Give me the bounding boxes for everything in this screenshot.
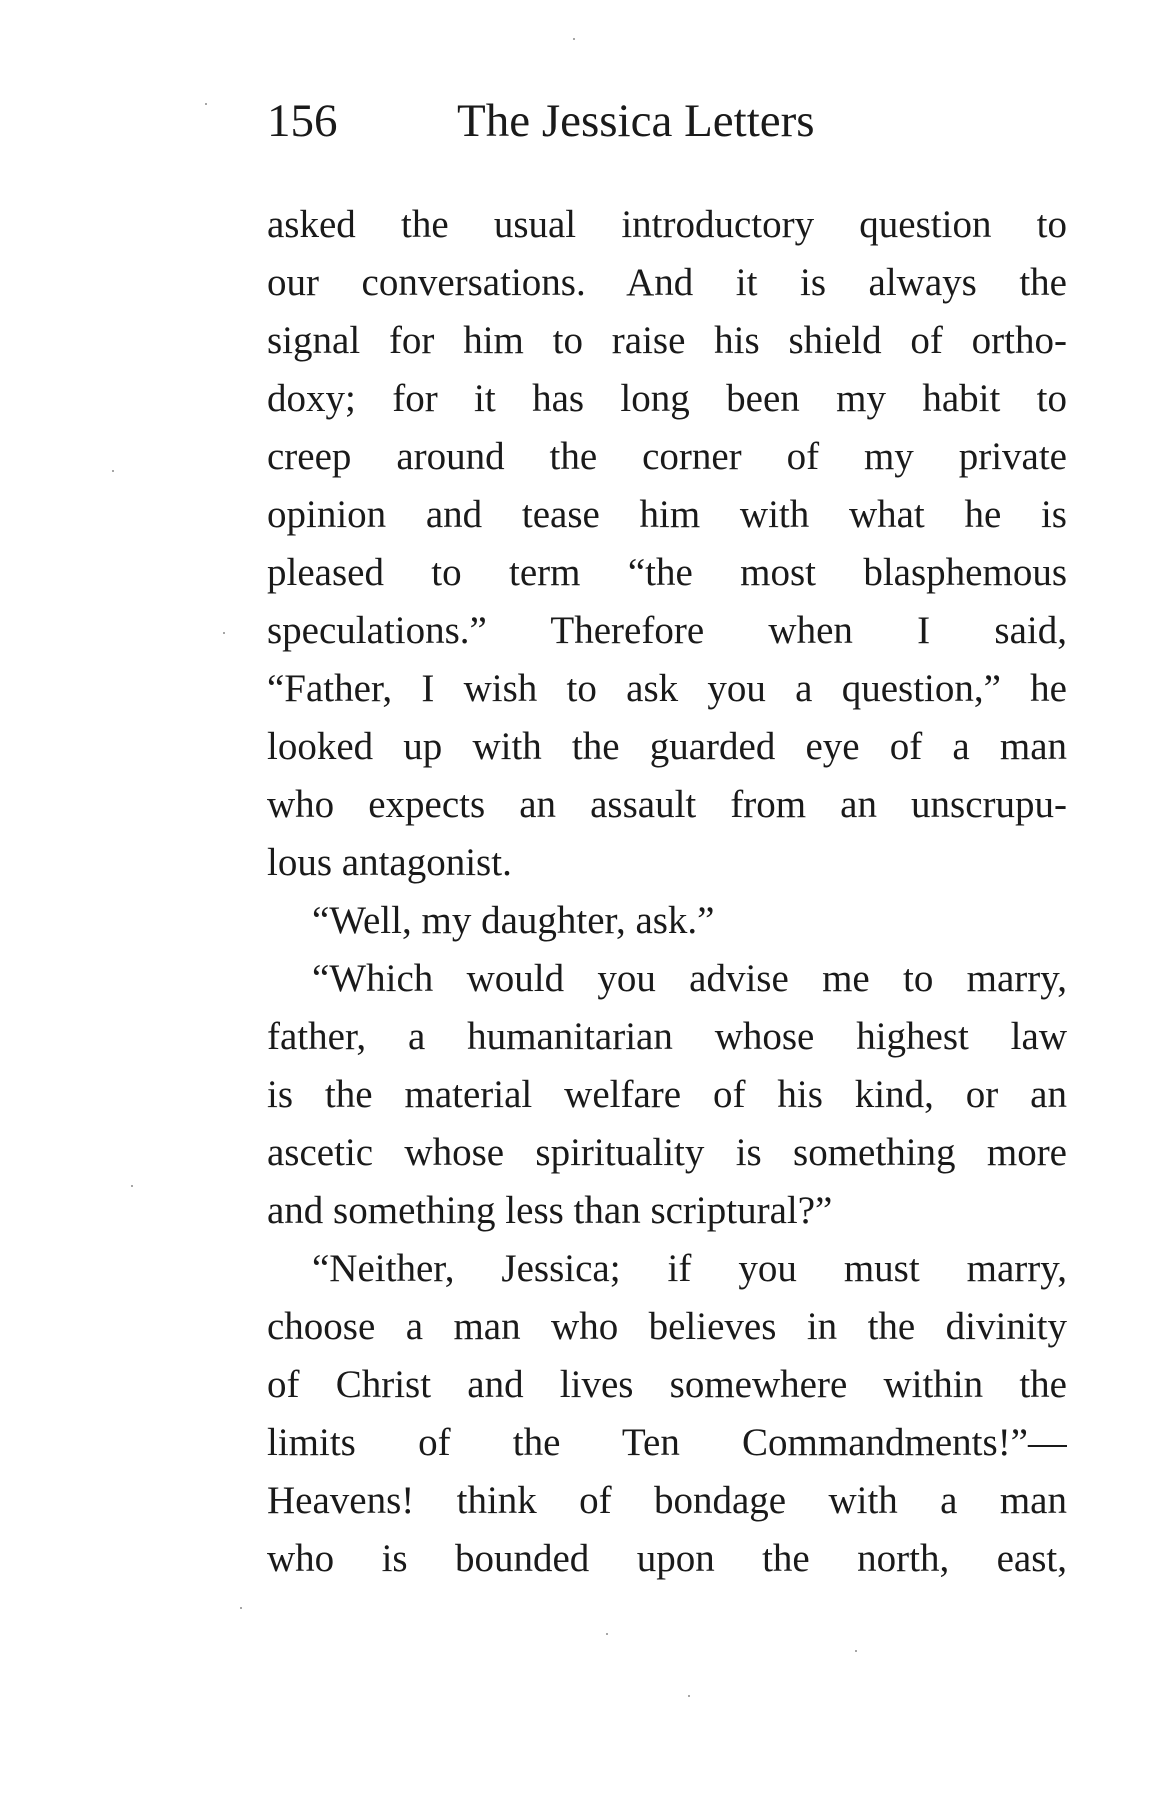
text-line: speculations.” Therefore when I said, <box>267 609 1067 652</box>
scan-speck <box>573 38 575 40</box>
text-line: father, a humanitarian whose highest law <box>267 1015 1067 1058</box>
text-line: “Neither, Jessica; if you must marry, <box>312 1247 1067 1290</box>
text-line: choose a man who believes in the divinity <box>267 1305 1067 1348</box>
text-line: limits of the Ten Commandments!”— <box>267 1421 1067 1464</box>
scan-speck <box>855 1650 857 1652</box>
scan-speck <box>223 632 225 634</box>
text-line: pleased to term “the most blasphemous <box>267 551 1067 594</box>
text-line: who expects an assault from an unscrupu- <box>267 783 1067 826</box>
text-line: and something less than scriptural?” <box>267 1189 833 1232</box>
book-title: The Jessica Letters <box>457 95 815 147</box>
text-line: creep around the corner of my private <box>267 435 1067 478</box>
text-line: who is bounded upon the north, east, <box>267 1537 1067 1580</box>
text-line: is the material welfare of his kind, or an <box>267 1073 1067 1116</box>
scan-speck <box>240 1607 242 1609</box>
text-line: “Which would you advise me to marry, <box>312 957 1067 1000</box>
text-line: doxy; for it has long been my habit to <box>267 377 1067 420</box>
scan-speck <box>606 1633 608 1635</box>
body-text <box>267 196 1067 1588</box>
text-line: “Father, I wish to ask you a question,” he <box>267 667 1067 710</box>
scan-speck <box>205 103 207 105</box>
text-line: our conversations. And it is always the <box>267 261 1067 304</box>
scan-speck <box>131 1185 133 1187</box>
text-line: Heavens! think of bondage with a man <box>267 1479 1067 1522</box>
text-line: “Well, my daughter, ask.” <box>312 899 715 942</box>
text-line: asked the usual introductory question to <box>267 203 1067 246</box>
text-line: signal for him to raise his shield of ortho- <box>267 319 1067 362</box>
scan-speck <box>112 470 114 472</box>
text-line: opinion and tease him with what he is <box>267 493 1067 536</box>
scan-speck <box>688 1695 690 1697</box>
text-line: looked up with the guarded eye of a man <box>267 725 1067 768</box>
page-number: 156 <box>267 95 338 147</box>
running-head <box>267 86 1067 156</box>
text-line: of Christ and lives somewhere within the <box>267 1363 1067 1406</box>
text-line: lous antagonist. <box>267 841 512 884</box>
text-line: ascetic whose spirituality is something more <box>267 1131 1067 1174</box>
